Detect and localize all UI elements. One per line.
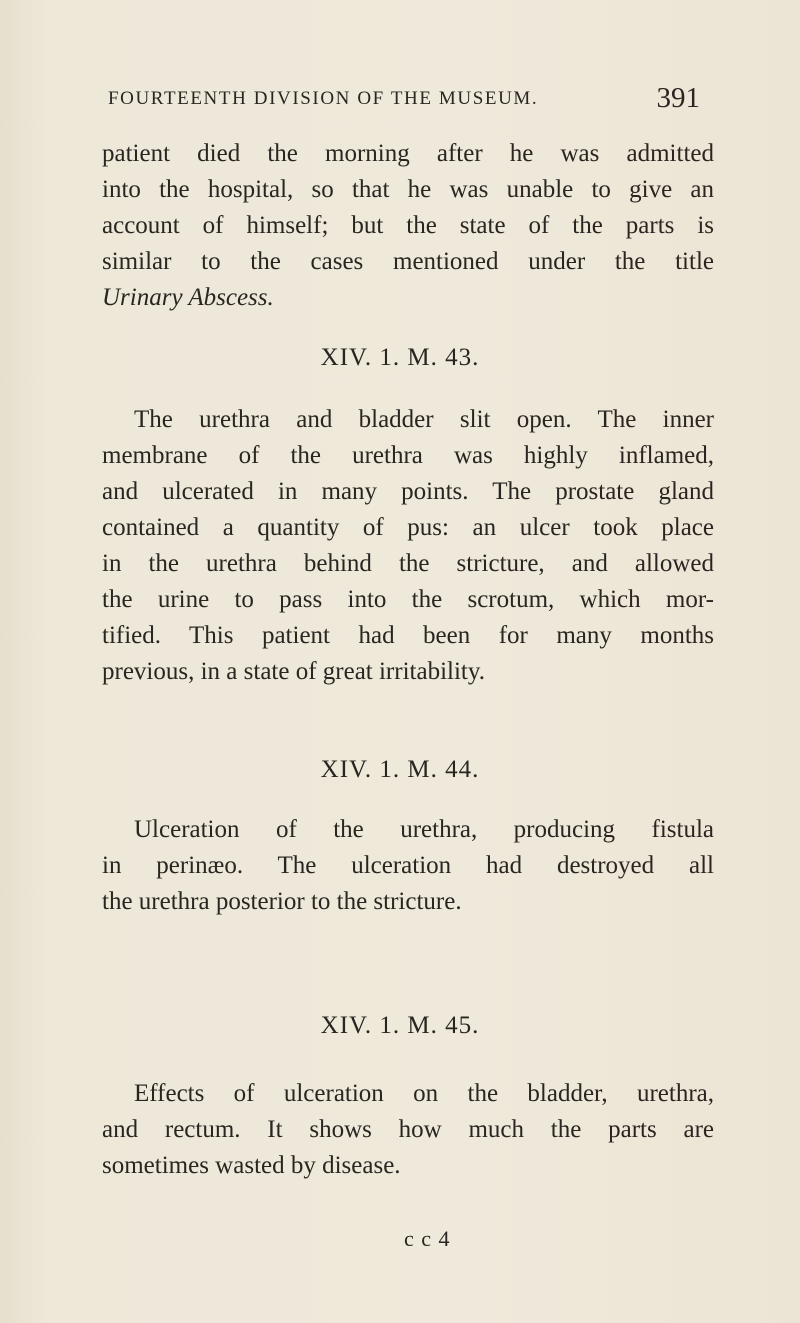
- running-title: FOURTEENTH DIVISION OF THE MUSEUM.: [108, 88, 539, 109]
- text-line: in perinæo. The ulceration had destroyed all: [102, 852, 714, 879]
- text-line: account of himself; but the state of the parts is: [102, 212, 714, 239]
- running-header: [108, 82, 700, 112]
- text-line: membrane of the urethra was highly inflamed,: [102, 442, 714, 469]
- specimen-heading: XIV. 1. M. 44.: [320, 756, 480, 783]
- specimen-heading: XIV. 1. M. 45.: [320, 1012, 480, 1039]
- text-line: sometimes wasted by disease.: [102, 1152, 401, 1179]
- text-line: contained a quantity of pus: an ulcer took place: [102, 514, 714, 541]
- text-line: in the urethra behind the stricture, and allowed: [102, 550, 714, 577]
- text-line: previous, in a state of great irritability.: [102, 658, 485, 685]
- text-line: Ulceration of the urethra, producing fistula: [134, 816, 714, 843]
- text-line: patient died the morning after he was admitted: [102, 140, 714, 167]
- text-line: into the hospital, so that he was unable to give an: [102, 176, 714, 203]
- text-line: the urethra posterior to the stricture.: [102, 888, 462, 915]
- signature-mark: c c 4: [404, 1226, 451, 1251]
- text-line-italic: Urinary Abscess.: [102, 284, 274, 311]
- text-line: tified. This patient had been for many months: [102, 622, 714, 649]
- specimen-description: [102, 812, 714, 920]
- text-line: The urethra and bladder slit open. The inner: [134, 406, 714, 433]
- text-line: the urine to pass into the scrotum, which mor-: [102, 586, 714, 613]
- text-line: and rectum. It shows how much the parts are: [102, 1116, 714, 1143]
- page-number: 391: [656, 82, 700, 114]
- continued-paragraph: [102, 136, 714, 316]
- specimen-heading: XIV. 1. M. 43.: [320, 344, 480, 371]
- text-line: similar to the cases mentioned under the title: [102, 248, 714, 275]
- specimen-description: [102, 402, 714, 690]
- text-line: and ulcerated in many points. The prostate gland: [102, 478, 714, 505]
- specimen-description: [102, 1076, 714, 1184]
- text-line: Effects of ulceration on the bladder, urethra,: [134, 1080, 714, 1107]
